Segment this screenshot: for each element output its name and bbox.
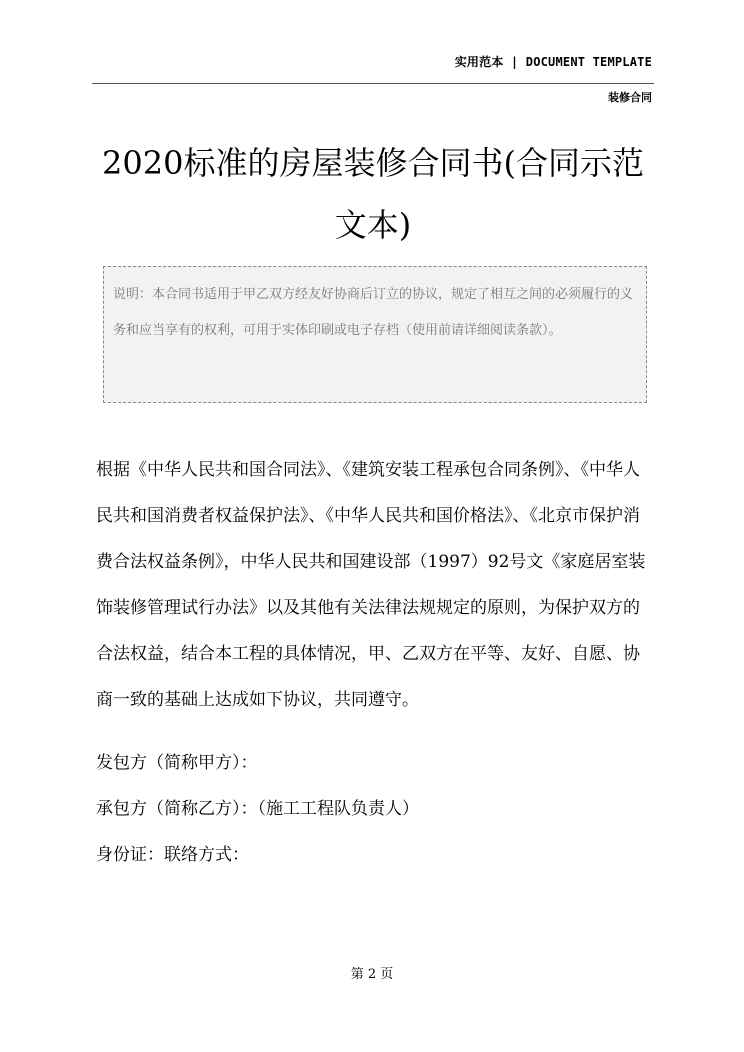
- party-a-line: 发包方（简称甲方）：: [96, 753, 258, 773]
- party-b-line: 承包方（简称乙方）：（施工工程队负责人）: [96, 799, 419, 819]
- header-category: 装修合同: [608, 91, 652, 104]
- document-title: 2020标准的房屋装修合同书(合同示范文本): [102, 144, 644, 244]
- id-contact-line: 身份证：联络方式：: [96, 845, 249, 865]
- instruction-note-text: 说明：本合同书适用于甲乙双方经友好协商后订立的协议，规定了相互之间的必须履行的义务和应当享有的权利，可用于实体印刷或电子存档（使用前请详细阅读条款）。: [113, 287, 634, 338]
- page-number: 第 2 页: [350, 967, 394, 982]
- header-label: 实用范本 | DOCUMENT TEMPLATE: [454, 55, 652, 69]
- header-divider: [92, 83, 654, 84]
- contract-body: [96, 430, 656, 878]
- instruction-note-box: [103, 266, 647, 403]
- preamble-paragraph: 根据《中华人民共和国合同法》、《建筑安装工程承包合同条例》、《中华人民共和国消费者权益保护法》、《中华人民共和国价格法》、《北京市保护消费合法权益条例》，中华人民共和国建设部（1997）92号文《家庭居室装饰装修管理试行办法》以及其他有关法律法规规定的原则，为保护双方的合法权益，结合本工程的具体情况，甲、乙双方在平等、友好、自愿、协商一致的基础上达成如下协议，共同遵守。: [96, 460, 646, 710]
